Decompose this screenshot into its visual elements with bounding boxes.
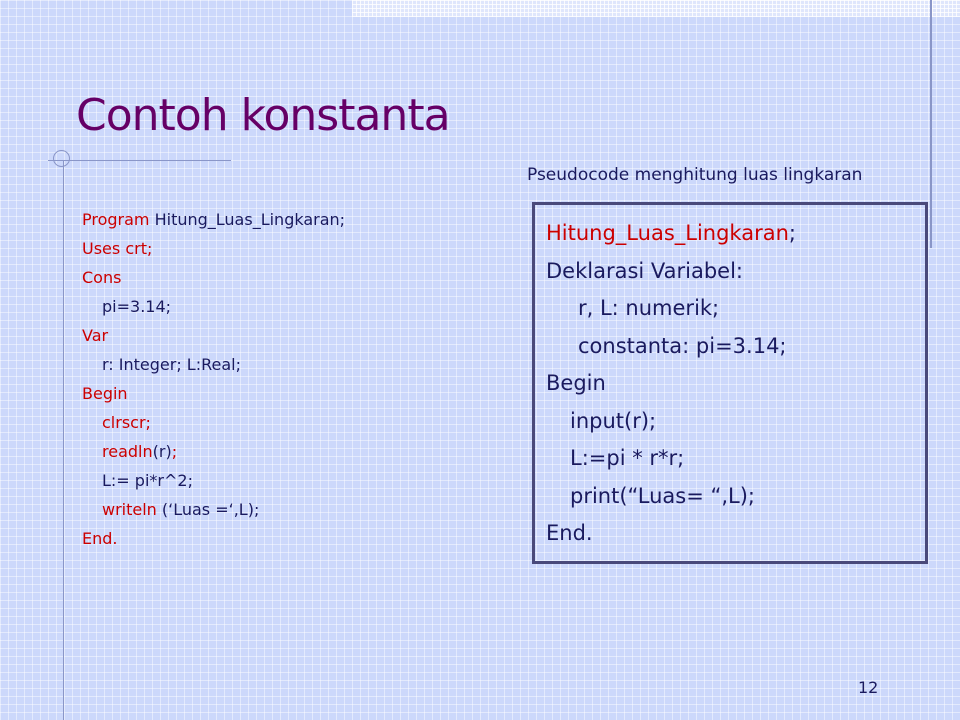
top-decorative-band bbox=[352, 0, 960, 17]
pseudocode-line: End. bbox=[546, 521, 593, 545]
left-decorative-line bbox=[63, 160, 64, 720]
code-text: Hitung_Luas_Lingkaran; bbox=[154, 210, 346, 229]
pseudocode-caption: Pseudocode menghitung luas lingkaran bbox=[527, 165, 863, 185]
code-line: pi=3.14; bbox=[102, 297, 172, 316]
pascal-program-code bbox=[82, 205, 345, 553]
code-line: L:= pi*r^2; bbox=[102, 471, 193, 490]
code-keyword: readln bbox=[102, 442, 153, 461]
slide-number: 12 bbox=[858, 678, 879, 697]
code-line: Cons bbox=[82, 268, 122, 287]
pseudocode-line: input(r); bbox=[570, 408, 657, 433]
pseudocode-line: Begin bbox=[546, 371, 606, 395]
code-line: Begin bbox=[82, 384, 128, 403]
slide-title: Contoh konstanta bbox=[76, 90, 450, 141]
code-line bbox=[82, 437, 345, 466]
code-line bbox=[82, 205, 345, 234]
code-line: Uses crt; bbox=[82, 239, 153, 258]
corner-ring-ornament bbox=[53, 150, 70, 167]
right-decorative-line bbox=[930, 0, 932, 248]
pseudocode-line: L:=pi * r*r; bbox=[570, 446, 685, 470]
pseudocode-text: ; bbox=[788, 221, 796, 245]
pseudocode-line: Deklarasi Variabel: bbox=[546, 258, 744, 283]
code-line bbox=[82, 495, 345, 524]
code-line: r: Integer; L:Real; bbox=[102, 355, 241, 374]
code-line: End. bbox=[82, 529, 118, 548]
code-keyword: Program bbox=[82, 210, 155, 229]
pseudocode-box bbox=[532, 202, 928, 564]
pseudocode-line: constanta: pi=3.14; bbox=[578, 333, 787, 358]
pseudocode-line: print(“Luas= “,L); bbox=[570, 483, 756, 508]
code-line: Var bbox=[82, 326, 109, 345]
code-text: (‘Luas =‘,L); bbox=[156, 500, 260, 519]
code-text: (r) bbox=[152, 442, 172, 461]
pseudocode-keyword: Hitung_Luas_Lingkaran bbox=[546, 221, 789, 245]
code-keyword: writeln bbox=[102, 500, 157, 519]
code-line: clrscr; bbox=[102, 413, 151, 432]
pseudocode-line: r, L: numerik; bbox=[578, 296, 720, 320]
pseudocode-line bbox=[546, 215, 925, 253]
code-keyword: ; bbox=[171, 442, 178, 461]
title-underline bbox=[48, 160, 231, 161]
